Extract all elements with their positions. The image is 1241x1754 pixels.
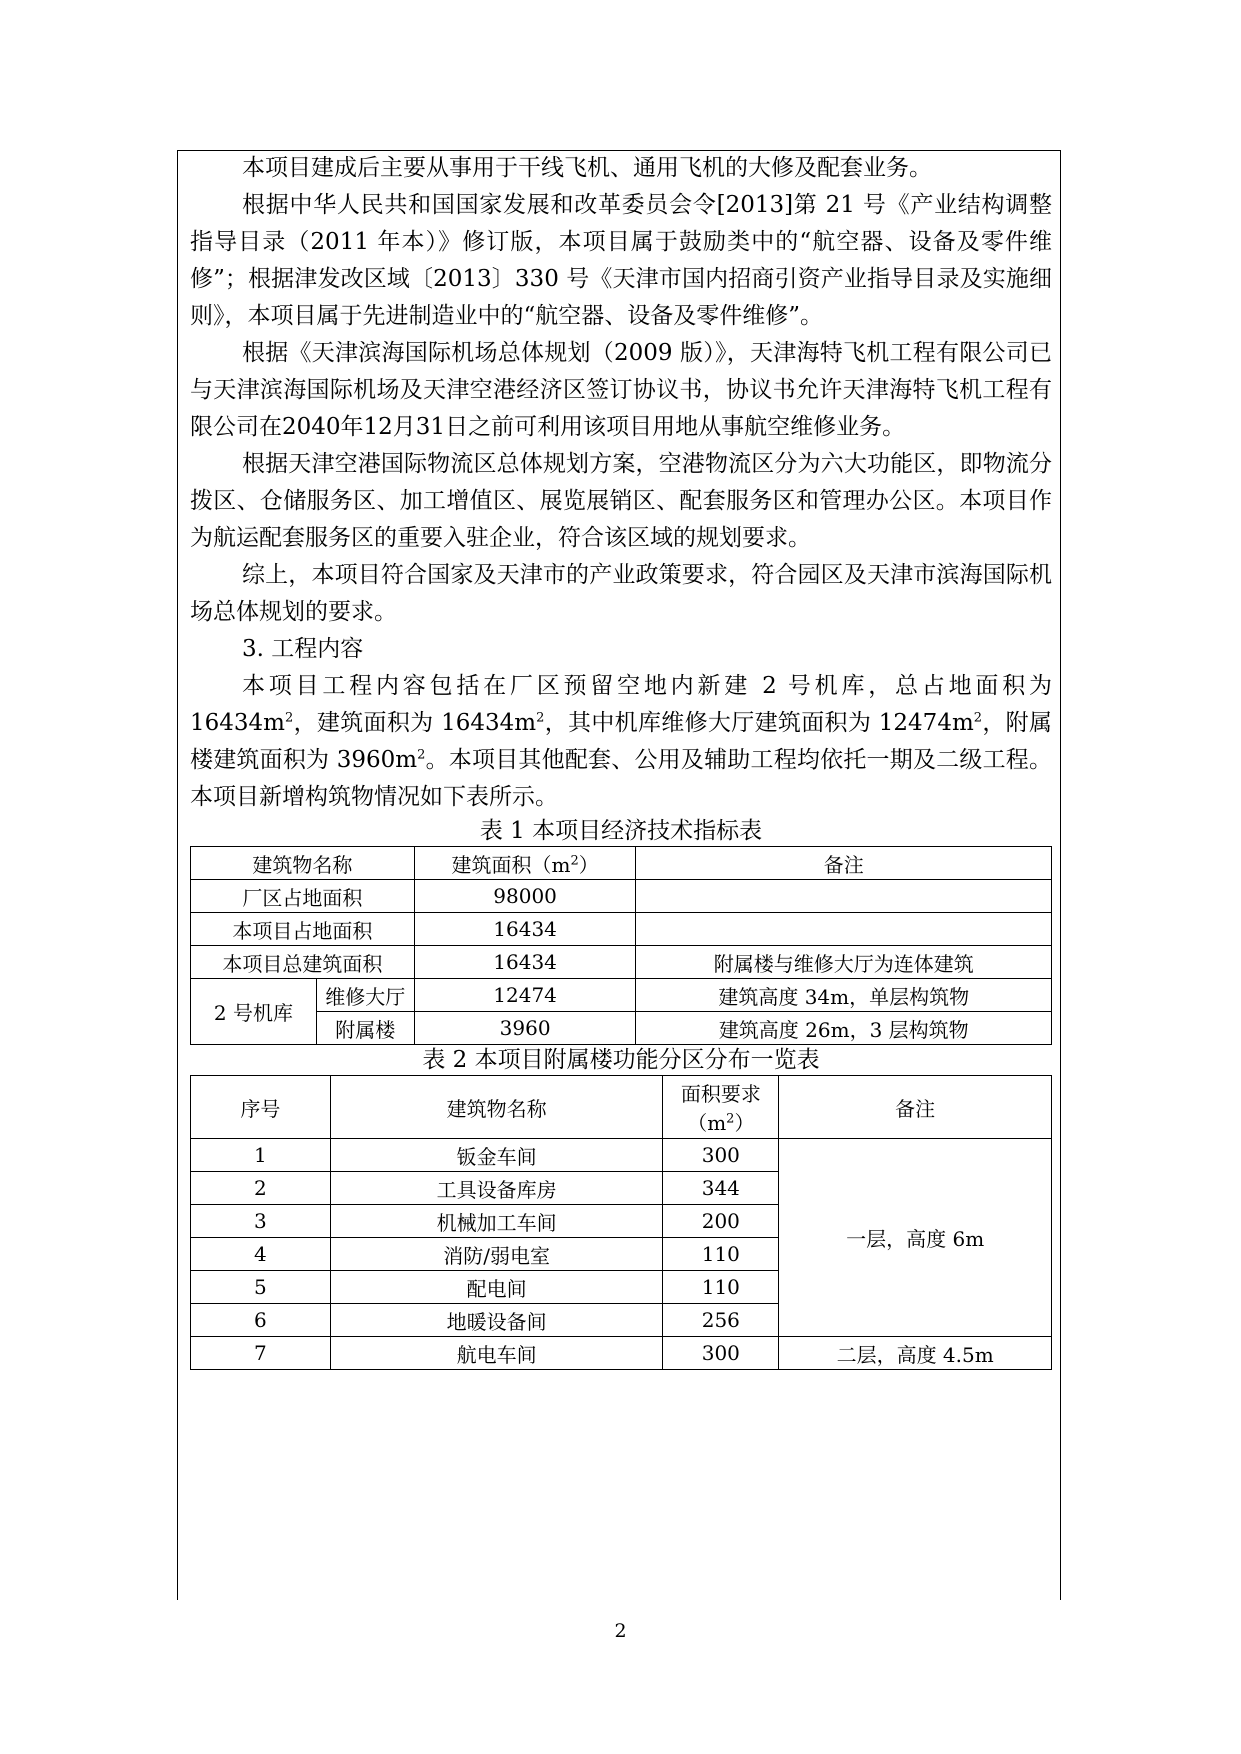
table-header-row [191,1076,1052,1139]
paragraph: 根据《天津滨海国际机场总体规划（2009 版）》，天津海特飞机工程有限公司已与天津滨海国际机场及天津空港经济区签订协议书，协议书允许天津海特飞机工程有限公司在2040年12月31日之前可利用该项目用地从事航空维修业务。 [190,340,1052,440]
table-row: 1 钣金车间 300 一层，高度 6m [191,1139,1052,1172]
paragraph: 根据中华人民共和国国家发展和改革委员会令[2013]第 21 号《产业结构调整指导目录（2011 年本）》修订版，本项目属于鼓励类中的“航空器、设备及零件维修”；根据津发改区域〔2013〕330 号《天津市国内招商引资产业指导目录及实施细则》，本项目属于先进制造业中的“航空器、设备及零件维修”。 [190,192,1052,329]
table2-caption: 表 2 本项目附属楼功能分区分布一览表 [422,1047,820,1073]
header-cell: 面积要求 $(m^2)$ [663,1076,779,1139]
table-row: 本项目占地面积 16434 [191,913,1052,946]
table2 [190,1075,1052,1370]
note-cell: 二层，高度 4.5m [779,1337,1052,1370]
paragraph: 根据天津空港国际物流区总体规划方案，空港物流区分为六大功能区，即物流分拨区、仓储服务区、加工增值区、展览展销区、配套服务区和管理办公区。本项目作为航运配套服务区的重要入驻企业，符合该区域的规划要求。 [190,451,1052,551]
paragraph: 本项目工程内容包括在厂区预留空地内新建 2 号机库，总占地面积为$16434m^2$，建筑面积为 $16434m^2$，其中机库维修大厅建筑面积为 $12474m^2$，附属楼建筑面积为 $3960m^2$。本项目其他配套、公用及辅助工程均依托一期及二级工程。本项目新增构筑物情况如下表所示。 [190,673,1053,810]
header-cell: 备注 [779,1076,1052,1139]
table-row: 3 机械加工车间 200 [191,1205,1052,1238]
group-cell: 2 号机库 [191,979,317,1045]
table-row: 5 配电间 110 [191,1271,1052,1304]
table-header-row [191,847,1052,880]
page-content [190,150,1052,1370]
page-number: 2 [614,1620,627,1642]
table-row: 2 工具设备库房 344 [191,1172,1052,1205]
header-cell: 建筑物名称 [191,847,415,880]
section-heading: 3. 工程内容 [242,636,364,662]
header-cell: 建筑面积$(m^2)$ [414,847,636,880]
table-row: 6 地暖设备间 256 [191,1304,1052,1337]
table-row: 7 航电车间 300 二层，高度 4.5m [191,1337,1052,1370]
table-row: 2 号机库 维修大厅 12474 建筑高度 34m，单层构筑物 [191,979,1052,1012]
table1 [190,846,1052,1045]
header-cell: 建筑物名称 [330,1076,663,1139]
table-row: 厂区占地面积 98000 [191,880,1052,913]
note-cell: 一层，高度 6m [779,1139,1052,1337]
paragraph: 综上，本项目符合国家及天津市的产业政策要求，符合园区及天津市滨海国际机场总体规划的要求。 [190,562,1052,625]
table-row: 本项目总建筑面积 16434 附属楼与维修大厅为连体建筑 [191,946,1052,979]
table-row: 附属楼 3960 建筑高度 26m，3 层构筑物 [191,1012,1052,1045]
paragraph: 本项目建成后主要从事用于干线飞机、通用飞机的大修及配套业务。 [242,155,932,181]
header-cell: 备注 [636,847,1052,880]
header-cell: 序号 [191,1076,331,1139]
table-row: 4 消防/弱电室 110 [191,1238,1052,1271]
table1-caption: 表 1 本项目经济技术指标表 [479,818,763,844]
